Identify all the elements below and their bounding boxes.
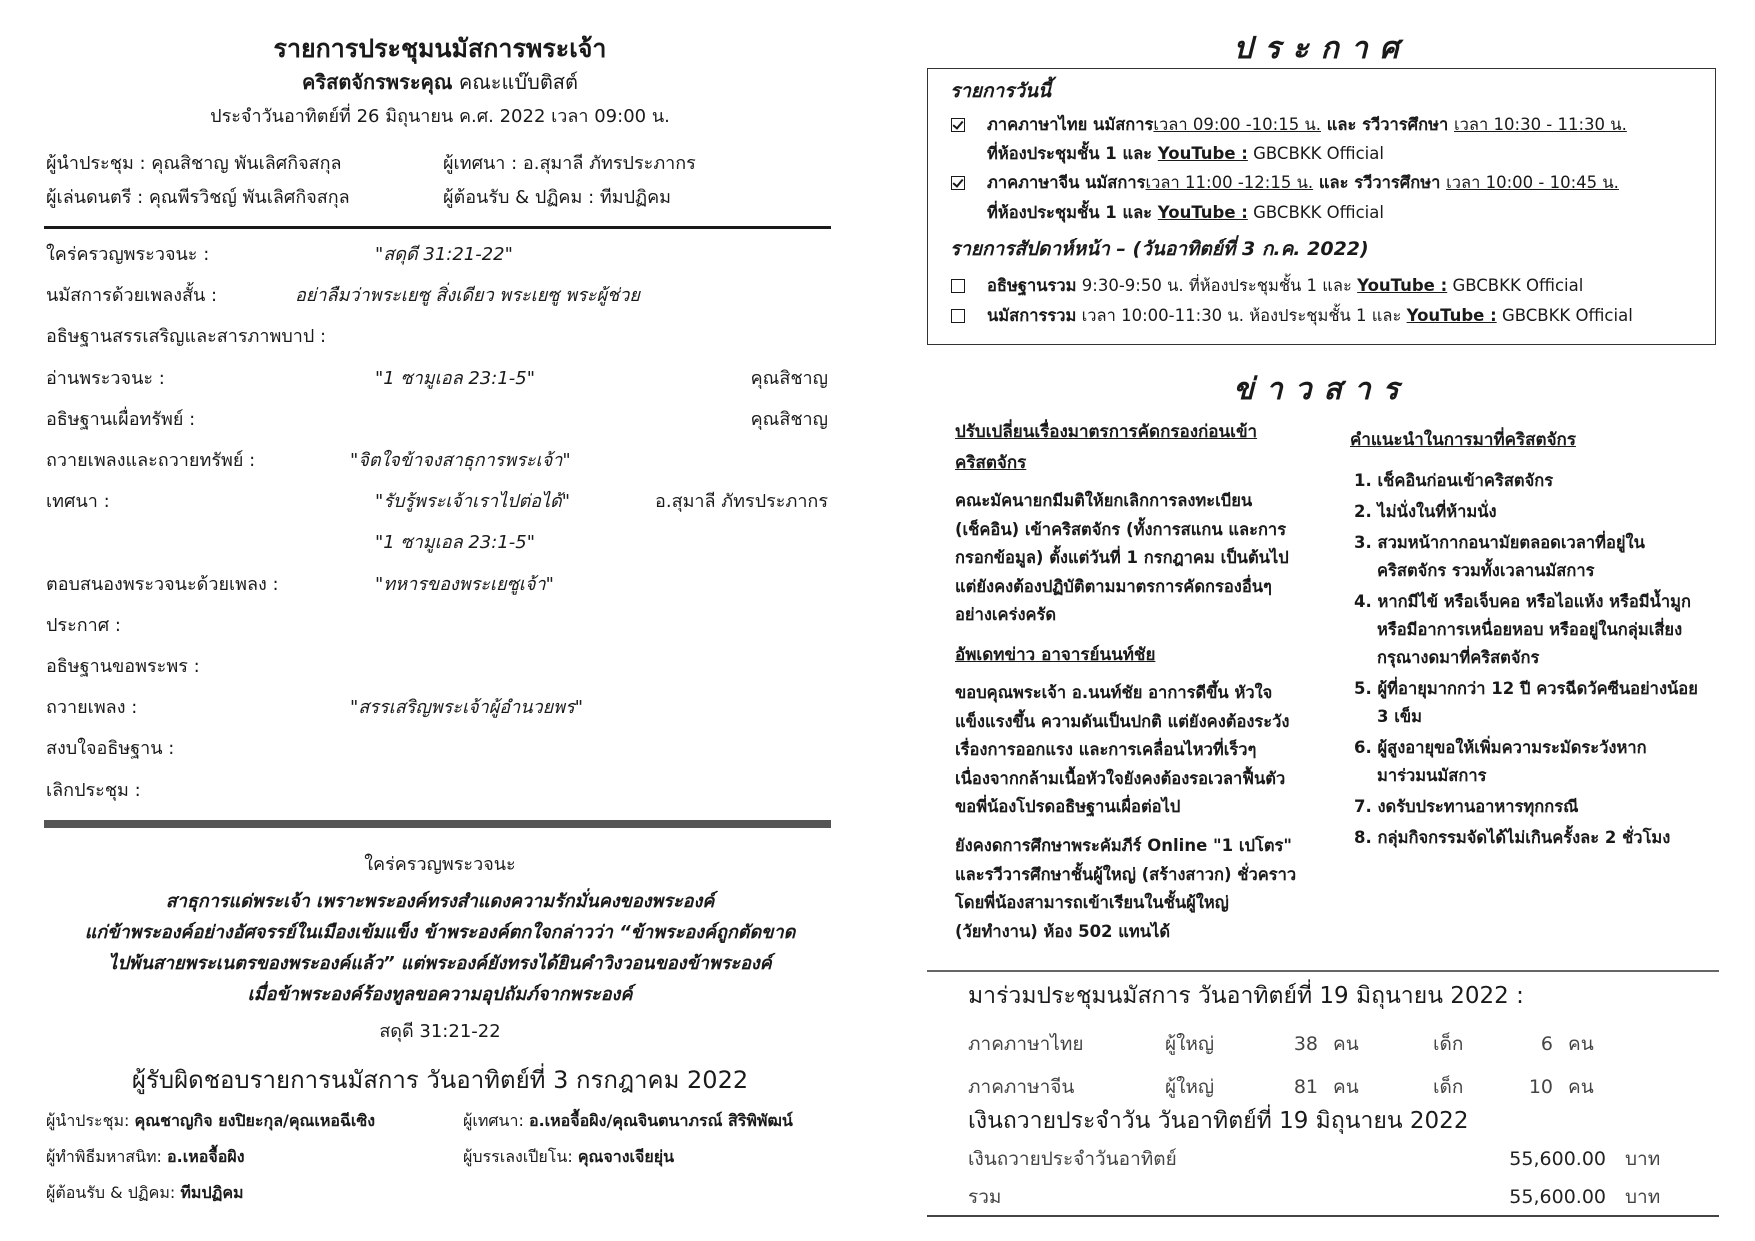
order-label: ถวายเพลง : <box>46 697 138 718</box>
church-name-rest: คณะแบ๊บติสต์ <box>458 70 578 94</box>
list-item-line: กรุณางดมาที่คริสตจักร <box>1354 648 1540 667</box>
program-title: รายการประชุมนมัสการพระเจ้า <box>273 34 607 63</box>
attendance-group: ภาคภาษาจีน <box>968 1076 1075 1098</box>
today-item-lead: ภาคภาษาจีน นมัสการ <box>987 173 1146 192</box>
list-item-line: 5. ผู้ที่อายุมากกว่า 12 ปี ควรฉีดวัคซีนอย่างน้อย <box>1354 679 1698 698</box>
paragraph-line: ขอพี่น้องโปรดอธิษฐานเผื่อต่อไป <box>955 797 1181 816</box>
news-heading: ข่าวสาร <box>1233 372 1411 407</box>
paragraph-line: คณะมัคนายกมีมติให้ยกเลิกการลงทะเบียน <box>955 491 1253 510</box>
list-item-line: 1. เช็คอินก่อนเข้าคริสตจักร <box>1354 471 1554 490</box>
today-item-chinese <box>987 175 1619 192</box>
attendance-adults: 81 <box>1293 1076 1318 1098</box>
attendance-heading: มาร่วมประชุมนมัสการ วันอาทิตย์ที่ 19 มิถุนายน 2022 : <box>968 983 1524 1009</box>
youtube-link[interactable]: YouTube : <box>1157 203 1248 222</box>
role-preacher: ผู้เทศนา : อ.สุมาลี ภัทรประภากร <box>443 153 696 174</box>
paragraph-line: อย่างเคร่งครัด <box>955 605 1057 624</box>
list-item-line: คริสตจักร รวมทั้งเวลานมัสการ <box>1354 561 1595 580</box>
order-detail: "จิตใจข้าจงสาธุการพระเจ้า" <box>350 450 571 471</box>
paragraph-line: เรื่องการออกแรง และการเคลื่อนไหวที่เร็วๆ <box>955 740 1257 759</box>
order-person: อ.สุมาลี ภัทรประภากร <box>655 491 828 512</box>
next-item-prayer <box>987 278 1583 295</box>
attendance-unit: คน <box>1568 1033 1594 1055</box>
attendance-adults: 38 <box>1293 1033 1318 1055</box>
next-lord-supper-value: อ.เหอจื้อผิง <box>167 1147 245 1166</box>
order-label: เลิกประชุม : <box>46 780 141 801</box>
list-item-line: 3 เข็ม <box>1354 707 1422 726</box>
next-item-rest: 9:30-9:50 น. ที่ห้องประชุมชั้น 1 และ <box>1076 276 1358 295</box>
guideline-list <box>1354 467 1698 855</box>
list-item-line: 3. สวมหน้ากากอนามัยตลอดเวลาที่อยู่ใน <box>1354 533 1645 552</box>
today-item-thai <box>987 117 1627 134</box>
order-detail: "1 ซามูเอล 23:1-5" <box>375 532 536 553</box>
list-item <box>1354 734 1698 790</box>
today-heading: รายการวันนี้ <box>950 80 1052 102</box>
role-musician: ผู้เล่นดนตรี : คุณพีรวิชญ์ พันเลิศกิจสกุล <box>46 187 350 208</box>
order-detail: "ทหารของพระเยซูเจ้า" <box>375 574 554 595</box>
next-item-rest: เวลา 10:00-11:30 น. ห้องประชุมชั้น 1 และ <box>1076 306 1407 325</box>
attendance-adult-label: ผู้ใหญ่ <box>1165 1033 1215 1055</box>
divider-bottom <box>927 1215 1719 1217</box>
list-item <box>1354 675 1698 731</box>
next-greeter-label: ผู้ต้อนรับ & ปฏิคม: <box>46 1183 176 1202</box>
program-date: ประจำวันอาทิตย์ที่ 26 มิถุนายน ค.ศ. 2022 เวลา 09:00 น. <box>210 106 670 127</box>
list-item-line: 2. ไม่นั่งในที่ห้ามนั่ง <box>1354 502 1497 521</box>
paragraph-line: แต่ยังคงต้องปฏิบัติตามมาตรการคัดกรองอื่นๆ <box>955 576 1272 596</box>
paragraph-line: แข็งแรงขึ้น ความดันเป็นปกติ แต่ยังคงต้องระวัง <box>955 711 1290 731</box>
today-item-chinese-room <box>987 205 1384 222</box>
divider-attendance <box>927 970 1719 972</box>
checkbox-icon <box>951 309 965 323</box>
next-week-schedule-heading: รายการสัปดาห์หน้า – (วันอาทิตย์ที่ 3 ก.ค. 2022) <box>950 238 1369 260</box>
paragraph-line: ขอบคุณพระเจ้า อ.นนท์ชัย อาการดีขึ้น หัวใจ <box>955 683 1273 702</box>
next-item-lead: อธิษฐานรวม <box>987 276 1077 295</box>
order-label: สงบใจอธิษฐาน : <box>46 738 175 759</box>
paragraph-line: และรวีวารศึกษาชั้นผู้ใหญ่ (สร้างสาวก) ชั่วคราว <box>955 864 1297 884</box>
offering-label: เงินถวายประจำวันอาทิตย์ <box>968 1148 1177 1170</box>
order-detail: "รับรู้พระเจ้าเราไปต่อได้" <box>375 491 570 512</box>
next-lord-supper-label: ผู้ทำพิธีมหาสนิท: <box>46 1147 162 1166</box>
next-greeter <box>46 1185 244 1201</box>
today-item-mid: และ รวีวารศึกษา <box>1313 173 1447 192</box>
next-item-lead: นมัสการรวม <box>987 306 1077 325</box>
verse-reference: สดุดี 31:21-22 <box>379 1021 501 1042</box>
attendance-unit: คน <box>1333 1076 1359 1098</box>
list-item <box>1354 498 1698 526</box>
verse-line: แก่ข้าพระองค์อย่างอัศจรรย์ในเมืองเข้มแข็ง ข้าพระองค์ตกใจกล่าวว่า “ข้าพระองค์ถูกตัดขาด <box>84 922 796 943</box>
attendance-children: 10 <box>1528 1076 1553 1098</box>
today-item-time: เวลา 11:00 -12:15 น. <box>1145 173 1314 192</box>
attendance-unit: คน <box>1333 1033 1359 1055</box>
verse-line: เมื่อข้าพระองค์ร้องทูลขอความอุปถัมภ์จากพระองค์ <box>247 984 633 1005</box>
order-detail: "สดุดี 31:21-22" <box>375 244 513 265</box>
church-name-bold: คริสตจักรพระคุณ <box>302 70 453 94</box>
next-item-worship <box>987 308 1633 325</box>
paragraph-line: กรอกข้อมูล) ตั้งแต่วันที่ 1 กรกฎาคม เป็นต้นไป <box>955 548 1289 567</box>
order-detail: "สรรเสริญพระเจ้าผู้อำนวยพร" <box>350 697 583 718</box>
next-leader <box>46 1113 375 1129</box>
list-item <box>1354 467 1698 495</box>
verse-line: สาธุการแด่พระเจ้า เพราะพระองค์ทรงสำแดงความรักมั่นคงของพระองค์ <box>165 891 715 912</box>
attendance-group: ภาคภาษาไทย <box>968 1033 1084 1055</box>
list-item <box>1354 793 1698 821</box>
list-item-line: 6. ผู้สูงอายุขอให้เพิ่มความระมัดระวังหาก <box>1354 738 1647 757</box>
attendance-adult-label: ผู้ใหญ่ <box>1165 1076 1215 1098</box>
today-item-time: เวลา 10:30 - 11:30 น. <box>1453 115 1627 134</box>
next-preacher-value: อ.เหอจื้อผิง/คุณจินตนาภรณ์ สิริพิพัฒน์ <box>528 1111 793 1130</box>
order-label: อธิษฐานขอพระพร : <box>46 656 200 677</box>
order-detail: อย่าลืมว่าพระเยซู สิ่งเดียว พระเยซู พระผู้ช่วย <box>295 285 640 306</box>
youtube-link[interactable]: YouTube : <box>1157 144 1248 163</box>
today-item-time: เวลา 10:00 - 10:45 น. <box>1446 173 1619 192</box>
next-greeter-value: ทีมปฏิคม <box>180 1183 244 1202</box>
order-detail: "1 ซามูเอล 23:1-5" <box>375 368 536 389</box>
divider-top <box>44 226 831 229</box>
attendance-child-label: เด็ก <box>1433 1076 1464 1098</box>
role-leader: ผู้นำประชุม : คุณสิชาญ พันเลิศกิจสกุล <box>46 153 342 174</box>
announce-heading: ประกาศ <box>1233 31 1411 66</box>
paragraph-line: โดยพี่น้องสามารถเข้าเรียนในชั้นผู้ใหญ่ <box>955 893 1229 912</box>
checkbox-icon <box>951 176 965 190</box>
next-week-heading: ผู้รับผิดชอบรายการนมัสการ วันอาทิตย์ที่ 3 กรกฎาคม 2022 <box>131 1066 749 1094</box>
meditation-heading: ใคร่ครวญพระวจนะ <box>364 854 516 875</box>
attendance-children: 6 <box>1540 1033 1553 1055</box>
order-label: เทศนา : <box>46 491 110 512</box>
offering-label: รวม <box>968 1186 1002 1208</box>
offering-amount: 55,600.00 <box>1509 1148 1606 1170</box>
order-person: คุณสิชาญ <box>750 409 828 430</box>
channel-name: GBCBKK Official <box>1247 203 1384 222</box>
news-paragraph-study <box>955 832 1296 946</box>
list-item-line: 4. หากมีไข้ หรือเจ็บคอ หรือไอแห้ง หรือมีน้ำมูก <box>1354 592 1692 611</box>
list-item-line: 8. กลุ่มกิจกรรมจัดได้ไม่เกินครั้งละ 2 ชั่วโมง <box>1354 828 1671 847</box>
news-col2-heading: คำแนะนำในการมาที่คริสตจักร <box>1350 430 1576 450</box>
news-heading-line: ปรับเปลี่ยนเรื่องมาตรการคัดกรองก่อนเข้า <box>955 422 1258 442</box>
order-label: ประกาศ : <box>46 615 121 636</box>
list-item-line: มาร่วมนมัสการ <box>1354 766 1487 785</box>
today-item-time: เวลา 09:00 -10:15 น. <box>1153 115 1322 134</box>
order-label: ถวายเพลงและถวายทรัพย์ : <box>46 450 256 471</box>
news-heading-line: คริสตจักร <box>955 453 1027 473</box>
list-item <box>1354 824 1698 852</box>
offering-unit: บาท <box>1625 1148 1661 1170</box>
news-col1-heading2: อัพเดทข่าว อาจารย์นนท์ชัย <box>955 645 1156 665</box>
today-item-room: ที่ห้องประชุมชั้น 1 และ <box>987 203 1158 222</box>
order-person: คุณสิชาญ <box>750 368 828 389</box>
today-item-mid: และ รวีวารศึกษา <box>1321 115 1454 134</box>
paragraph-line: (เช็คอิน) เข้าคริสตจักร (ทั้งการสแกน และการ <box>955 519 1287 539</box>
attendance-child-label: เด็ก <box>1433 1033 1464 1055</box>
channel-name: GBCBKK Official <box>1447 276 1584 295</box>
youtube-link[interactable]: YouTube : <box>1406 306 1497 325</box>
next-leader-label: ผู้นำประชุม: <box>46 1111 130 1130</box>
channel-name: GBCBKK Official <box>1247 144 1384 163</box>
today-item-lead: ภาคภาษาไทย นมัสการ <box>987 115 1154 134</box>
order-label: อ่านพระวจนะ : <box>46 368 165 389</box>
next-pianist-label: ผู้บรรเลงเปียโน: <box>463 1147 573 1166</box>
today-item-room: ที่ห้องประชุมชั้น 1 และ <box>987 144 1158 163</box>
next-preacher <box>463 1113 793 1129</box>
offering-heading: เงินถวายประจำวัน วันอาทิตย์ที่ 19 มิถุนายน 2022 <box>968 1108 1469 1134</box>
checkbox-icon <box>951 279 965 293</box>
list-item-line: หรือมีอาการเหนื่อยหอบ หรืออยู่ในกลุ่มเสี่ยง <box>1354 620 1683 639</box>
order-label: อธิษฐานเผื่อทรัพย์ : <box>46 409 196 430</box>
news-paragraph-screening <box>955 487 1289 630</box>
paragraph-line: เนื่องจากกล้ามเนื้อหัวใจยังคงต้องรอเวลาฟื้นตัว <box>955 768 1286 788</box>
next-lord-supper <box>46 1149 245 1165</box>
attendance-unit: คน <box>1568 1076 1594 1098</box>
next-leader-value: คุณชาญกิจ ยงปิยะกุล/คุณเหอฉีเซิง <box>134 1111 376 1130</box>
next-pianist <box>463 1149 674 1165</box>
next-pianist-value: คุณจางเจียยุ่น <box>577 1147 675 1166</box>
news-paragraph-update <box>955 679 1289 822</box>
order-label: ใคร่ครวญพระวจนะ : <box>46 244 210 265</box>
divider-thick <box>44 820 831 828</box>
verse-line: ไปพ้นสายพระเนตรของพระองค์แล้ว” แต่พระองค์ยังทรงได้ยินคำวิงวอนของข้าพระองค์ <box>108 953 772 974</box>
paragraph-line: ยังคงดการศึกษาพระคัมภีร์ Online "1 เปโตร" <box>955 836 1292 855</box>
offering-amount: 55,600.00 <box>1509 1186 1606 1208</box>
list-item-line: 7. งดรับประทานอาหารทุกกรณี <box>1354 797 1579 816</box>
checkbox-icon <box>951 118 965 132</box>
today-item-thai-room <box>987 146 1384 163</box>
list-item <box>1354 529 1698 585</box>
channel-name: GBCBKK Official <box>1496 306 1633 325</box>
role-greeter: ผู้ต้อนรับ & ปฏิคม : ทีมปฏิคม <box>443 187 671 208</box>
church-name <box>0 72 880 92</box>
paragraph-line: (วัยทำงาน) ห้อง 502 แทนได้ <box>955 921 1171 941</box>
order-label: ตอบสนองพระวจนะด้วยเพลง : <box>46 574 279 595</box>
list-item <box>1354 588 1698 672</box>
youtube-link[interactable]: YouTube : <box>1357 276 1448 295</box>
offering-unit: บาท <box>1625 1186 1661 1208</box>
next-preacher-label: ผู้เทศนา: <box>463 1111 524 1130</box>
order-label: นมัสการด้วยเพลงสั้น : <box>46 285 218 306</box>
order-label: อธิษฐานสรรเสริญและสารภาพบาป : <box>46 326 327 347</box>
